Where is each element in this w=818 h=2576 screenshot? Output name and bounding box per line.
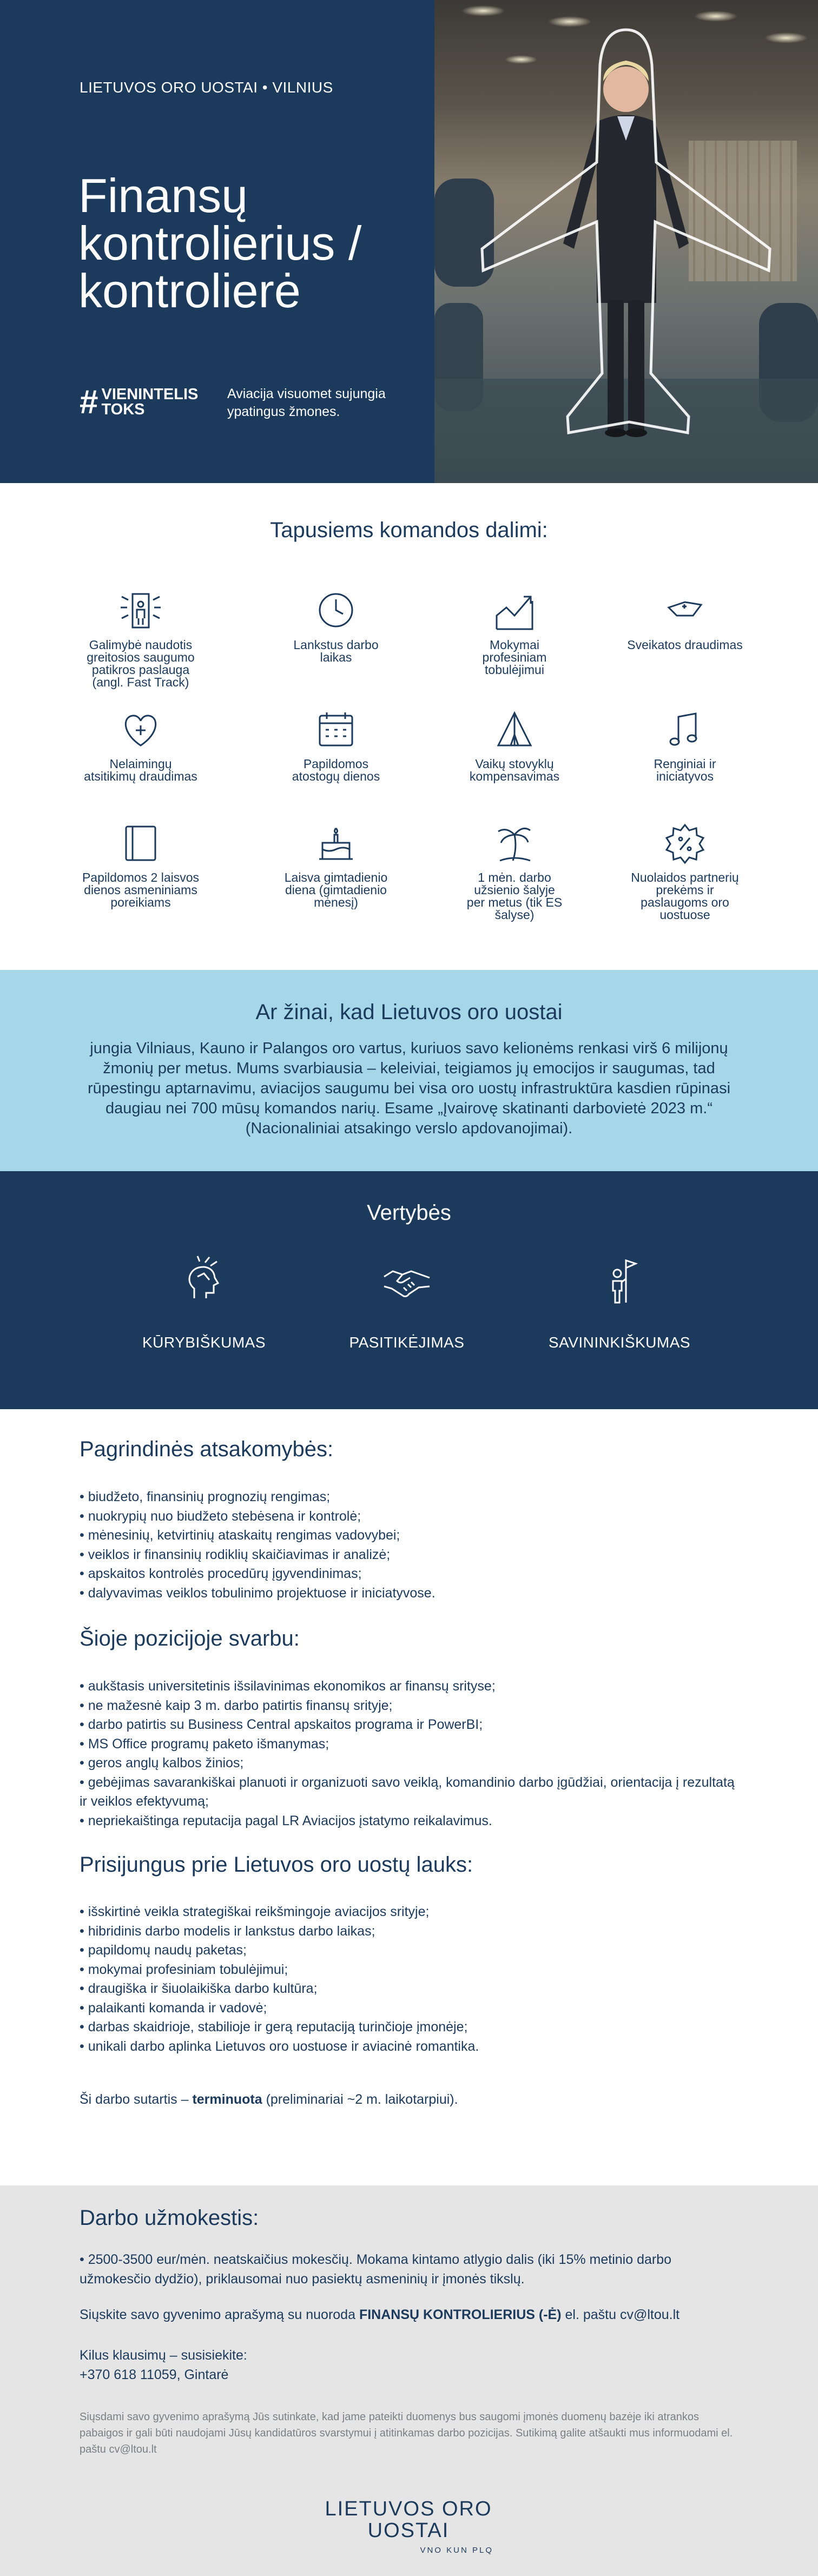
heart-plus-icon <box>116 705 165 754</box>
benefit-label <box>266 639 406 664</box>
fast-track-icon <box>116 586 165 635</box>
slogan-line: Aviacija visuomet sujungia <box>227 386 386 401</box>
benefit-label <box>615 639 755 651</box>
benefit-item <box>444 705 585 783</box>
list-item: • MS Office programų paketo išmanymas; <box>80 1735 745 1754</box>
contract-suffix: (preliminariai ~2 m. laikotarpiui). <box>262 2092 458 2107</box>
benefit-label-line: atostogų dienos <box>292 769 380 783</box>
benefit-item <box>266 586 406 664</box>
benefit-item <box>615 818 755 921</box>
list-item: • darbo patirtis su Business Central apskaitos programa ir PowerBI; <box>80 1715 745 1735</box>
benefit-label-line: atsitikimų draudimas <box>84 769 197 783</box>
offer-heading: Prisijungus prie Lietuvos oro uostų lauks: <box>80 1853 473 1877</box>
list-item: • biudžeto, finansinių prognozių rengimas; <box>80 1488 745 1507</box>
benefit-label-line: dienos asmeniniams <box>84 883 197 897</box>
growth-chart-icon <box>490 586 539 635</box>
company-logo <box>314 2498 503 2555</box>
apply-reference: FINANSŲ KONTROLIERIUS (-Ė) <box>359 2307 562 2322</box>
list-item: • gebėjimas savarankiškai planuoti ir organizuoti savo veiklą, komandinio darbo įgūdžiai, orientacija į rezultatą ir veiklos efektyvumą; <box>80 1773 745 1812</box>
benefit-label-line: Vaikų stovyklų <box>475 757 554 771</box>
value-label: SAVININKIŠKUMAS <box>548 1334 691 1351</box>
job-title-line: kontrolierius / <box>78 216 362 270</box>
tent-icon <box>490 705 539 754</box>
benefit-label-line: 1 mėn. darbo <box>478 870 551 884</box>
list-item: • aukštasis universitetinis išsilavinimas ekonomikos ar finansų srityse; <box>80 1677 745 1696</box>
values-section <box>0 1171 818 1409</box>
slogan-line: ypatingus žmones. <box>227 404 340 419</box>
company-location: LIETUVOS ORO UOSTAI • VILNIUS <box>80 79 333 96</box>
hero-left-panel <box>0 0 434 483</box>
health-insurance-icon <box>661 586 709 635</box>
benefit-label <box>266 871 406 909</box>
list-item: • nuokrypių nuo biudžeto stebėsena ir kontrolė; <box>80 1507 745 1527</box>
requirements-heading: Šioje pozicijoje svarbu: <box>80 1627 300 1650</box>
benefit-label-line: Sveikatos draudimas <box>627 638 743 652</box>
value-item <box>117 1255 291 1351</box>
slogan <box>227 385 390 421</box>
benefit-item <box>444 586 585 676</box>
list-item: • ne mažesnė kaip 3 m. darbo patirtis finansų srityje; <box>80 1696 745 1716</box>
benefit-label-line: šalyse) <box>494 908 535 922</box>
hero-section <box>0 0 818 483</box>
benefit-label-line: Renginiai ir <box>654 757 716 771</box>
benefit-label <box>615 871 755 921</box>
benefit-item <box>615 705 755 783</box>
benefit-label <box>444 758 585 783</box>
hashtag-symbol: # <box>80 384 98 421</box>
benefit-label-line: Papildomos 2 laisvos <box>82 870 200 884</box>
list-item: • mokymai profesiniam tobulėjimui; <box>80 1960 745 1980</box>
job-title-line: kontrolierė <box>78 264 301 318</box>
about-heading: Ar žinai, kad Lietuvos oro uostai <box>255 1000 563 1024</box>
benefit-label-line: per metus (tik ES <box>466 895 563 909</box>
offer-list <box>80 1903 745 2056</box>
requirements-list <box>80 1677 745 1831</box>
value-item <box>320 1255 493 1351</box>
value-label: PASITIKĖJIMAS <box>349 1334 465 1351</box>
benefit-label <box>70 871 211 909</box>
benefit-label-line: patikros paslauga <box>91 663 190 677</box>
benefit-item <box>266 705 406 783</box>
apply-instructions <box>80 2306 745 2325</box>
list-item: • draugiška ir šiuolaikiška darbo kultūra; <box>80 1979 745 1999</box>
benefits-section <box>0 483 818 970</box>
flag-person-icon <box>593 1255 645 1307</box>
benefit-label-line: laikas <box>320 650 352 664</box>
list-item: • dalyvavimas veiklos tobulinimo projektuose ir iniciatyvose. <box>80 1584 745 1603</box>
logo-text: LIETUVOS ORO UOSTAI <box>325 2498 492 2542</box>
benefit-label-line: užsienio šalyje <box>474 883 555 897</box>
book-icon <box>116 818 165 867</box>
creativity-icon <box>178 1255 230 1307</box>
list-item: • papildomų naudų paketas; <box>80 1941 745 1960</box>
about-section <box>0 970 818 1171</box>
contract-note <box>80 2092 458 2108</box>
benefit-item <box>444 818 585 921</box>
contact-line: Kilus klausimų – susisiekite: <box>80 2348 247 2363</box>
benefit-label-line: iniciatyvos <box>656 769 714 783</box>
benefit-label-line: kompensavimas <box>469 769 560 783</box>
hashtag-text: TOKS <box>101 401 145 418</box>
benefit-label-line: Lankstus darbo <box>293 638 379 652</box>
values-heading: Vertybės <box>367 1201 451 1225</box>
list-item: • geros anglų kalbos žinios; <box>80 1754 745 1773</box>
benefit-label-line: poreikiams <box>110 895 171 909</box>
benefit-item <box>70 586 211 689</box>
list-item: • apskaitos kontrolės procedūrų įgyvendinimas; <box>80 1564 745 1584</box>
contact-info <box>80 2346 745 2385</box>
list-item: • unikali darbo aplinka Lietuvos oro uostuose ir aviacinė romantika. <box>80 2037 745 2057</box>
benefit-label <box>444 639 585 676</box>
discount-badge-icon <box>661 818 709 867</box>
responsibilities-list <box>80 1488 745 1603</box>
contract-prefix: Ši darbo sutartis – <box>80 2092 193 2107</box>
palm-tree-icon <box>490 818 539 867</box>
hashtag-logo <box>80 384 209 421</box>
apply-email[interactable]: el. paštu cv@ltou.lt <box>561 2307 680 2322</box>
benefit-label <box>266 758 406 783</box>
responsibilities-heading: Pagrindinės atsakomybės: <box>80 1437 334 1461</box>
logo-airport-codes: VNO KUN PLQ <box>420 2546 493 2555</box>
list-item: • nepriekaištinga reputacija pagal LR Aviacijos įstatymo reikalavimus. <box>80 1812 745 1831</box>
hero-photo <box>434 0 818 483</box>
value-label: KŪRYBIŠKUMAS <box>142 1334 266 1351</box>
salary-section <box>0 2185 818 2576</box>
list-item: • palaikanti komanda ir vadovė; <box>80 1999 745 2018</box>
job-details-section <box>0 1409 818 2185</box>
benefit-label <box>615 758 755 783</box>
benefit-label-line: Papildomos <box>303 757 369 771</box>
benefit-item <box>70 705 211 783</box>
benefit-label-line: Nelaimingų <box>109 757 172 771</box>
contact-phone[interactable]: +370 618 11059, Gintarė <box>80 2367 229 2382</box>
handshake-icon <box>381 1255 433 1307</box>
about-text: jungia Vilniaus, Kauno ir Palangos oro vartus, kuriuos savo kelionėms renkasi virš 6 milijonų žmonių per metus. Mums svarbiausia – keleiviai, teigiamos jų emocijos ir saugumas, tad rūpestingu aptarnavimu, aviacijos saugumu bei visa oro uostų infrastruktūra kasdien rūpinasi daugiau nei 700 mūsų komandos narių. Esame „Įvairovę skatinanti darbovietė 2023 m.“ (Nacionaliniai atsakingo verslo apdovanojimai). <box>87 1040 731 1137</box>
benefit-item <box>266 818 406 909</box>
benefit-label-line: Mokymai <box>489 638 539 652</box>
list-item: • veiklos ir finansinių rodiklių skaičiavimas ir analizė; <box>80 1545 745 1565</box>
music-note-icon <box>661 705 709 754</box>
contract-type: terminuota <box>192 2092 262 2107</box>
benefits-heading: Tapusiems komandos dalimi: <box>270 518 548 542</box>
benefit-label-line: uostuose <box>659 908 710 922</box>
benefit-label <box>444 871 585 921</box>
benefit-item <box>615 586 755 651</box>
benefit-label-line: mėnesį) <box>314 895 358 909</box>
benefit-item <box>70 818 211 909</box>
birthday-cake-icon <box>312 818 360 867</box>
benefit-label-line: Laisva gimtadienio <box>284 870 388 884</box>
benefit-label-line: tobulėjimui <box>485 663 544 677</box>
benefit-label-line: diena (gimtadienio <box>285 883 387 897</box>
apply-prefix: Siųskite savo gyvenimo aprašymą su nuoroda <box>80 2307 359 2322</box>
benefit-label-line: paslaugoms oro <box>641 895 729 909</box>
calendar-icon <box>312 705 360 754</box>
job-title <box>78 169 414 318</box>
job-title-line: Finansų <box>78 169 248 222</box>
hashtag-text: VIENINTELIS <box>101 386 199 403</box>
list-item: • darbas skaidrioje, stabilioje ir gerą reputaciją turinčioje įmonėje; <box>80 2018 745 2037</box>
benefit-label <box>70 639 211 689</box>
list-item: • išskirtinė veikla strategiškai reikšmingoje aviacijos srityje; <box>80 1903 745 1922</box>
benefit-label-line: profesiniam <box>482 650 547 664</box>
salary-text: • 2500-3500 eur/mėn. neatskaičius mokesčių. Mokama kintamo atlygio dalis (iki 15% metinio darbo užmokesčio dydžio), priklausomai nuo pasiektų asmeninių ir įmonės tikslų. <box>80 2252 672 2287</box>
clock-icon <box>312 586 360 635</box>
list-item: • mėnesinių, ketvirtinių ataskaitų rengimas vadovybei; <box>80 1526 745 1545</box>
privacy-disclaimer: Siųsdami savo gyvenimo aprašymą Jūs sutinkate, kad jame pateikti duomenys bus saugomi įmonės duomenų bazėje iki atrankos pabaigos ir gali būti naudojami Jūsų kandidatūros svarstymui į atitinkamas darbo pozicijas. Sutikimą galite atšaukti mus informuodami el. paštu cv@ltou.lt <box>80 2411 733 2455</box>
benefit-label <box>70 758 211 783</box>
benefit-label-line: prekėms ir <box>656 883 714 897</box>
benefit-label-line: Nuolaidos partnerių <box>631 870 739 884</box>
value-item <box>533 1255 706 1351</box>
list-item: • hibridinis darbo modelis ir lankstus darbo laikas; <box>80 1922 745 1941</box>
salary-heading: Darbo užmokestis: <box>80 2206 259 2230</box>
employee-photo-illustration <box>434 0 818 483</box>
benefit-label-line: greitosios saugumo <box>87 650 195 664</box>
benefit-label-line: (angl. Fast Track) <box>92 675 189 689</box>
benefit-label-line: Galimybė naudotis <box>89 638 193 652</box>
